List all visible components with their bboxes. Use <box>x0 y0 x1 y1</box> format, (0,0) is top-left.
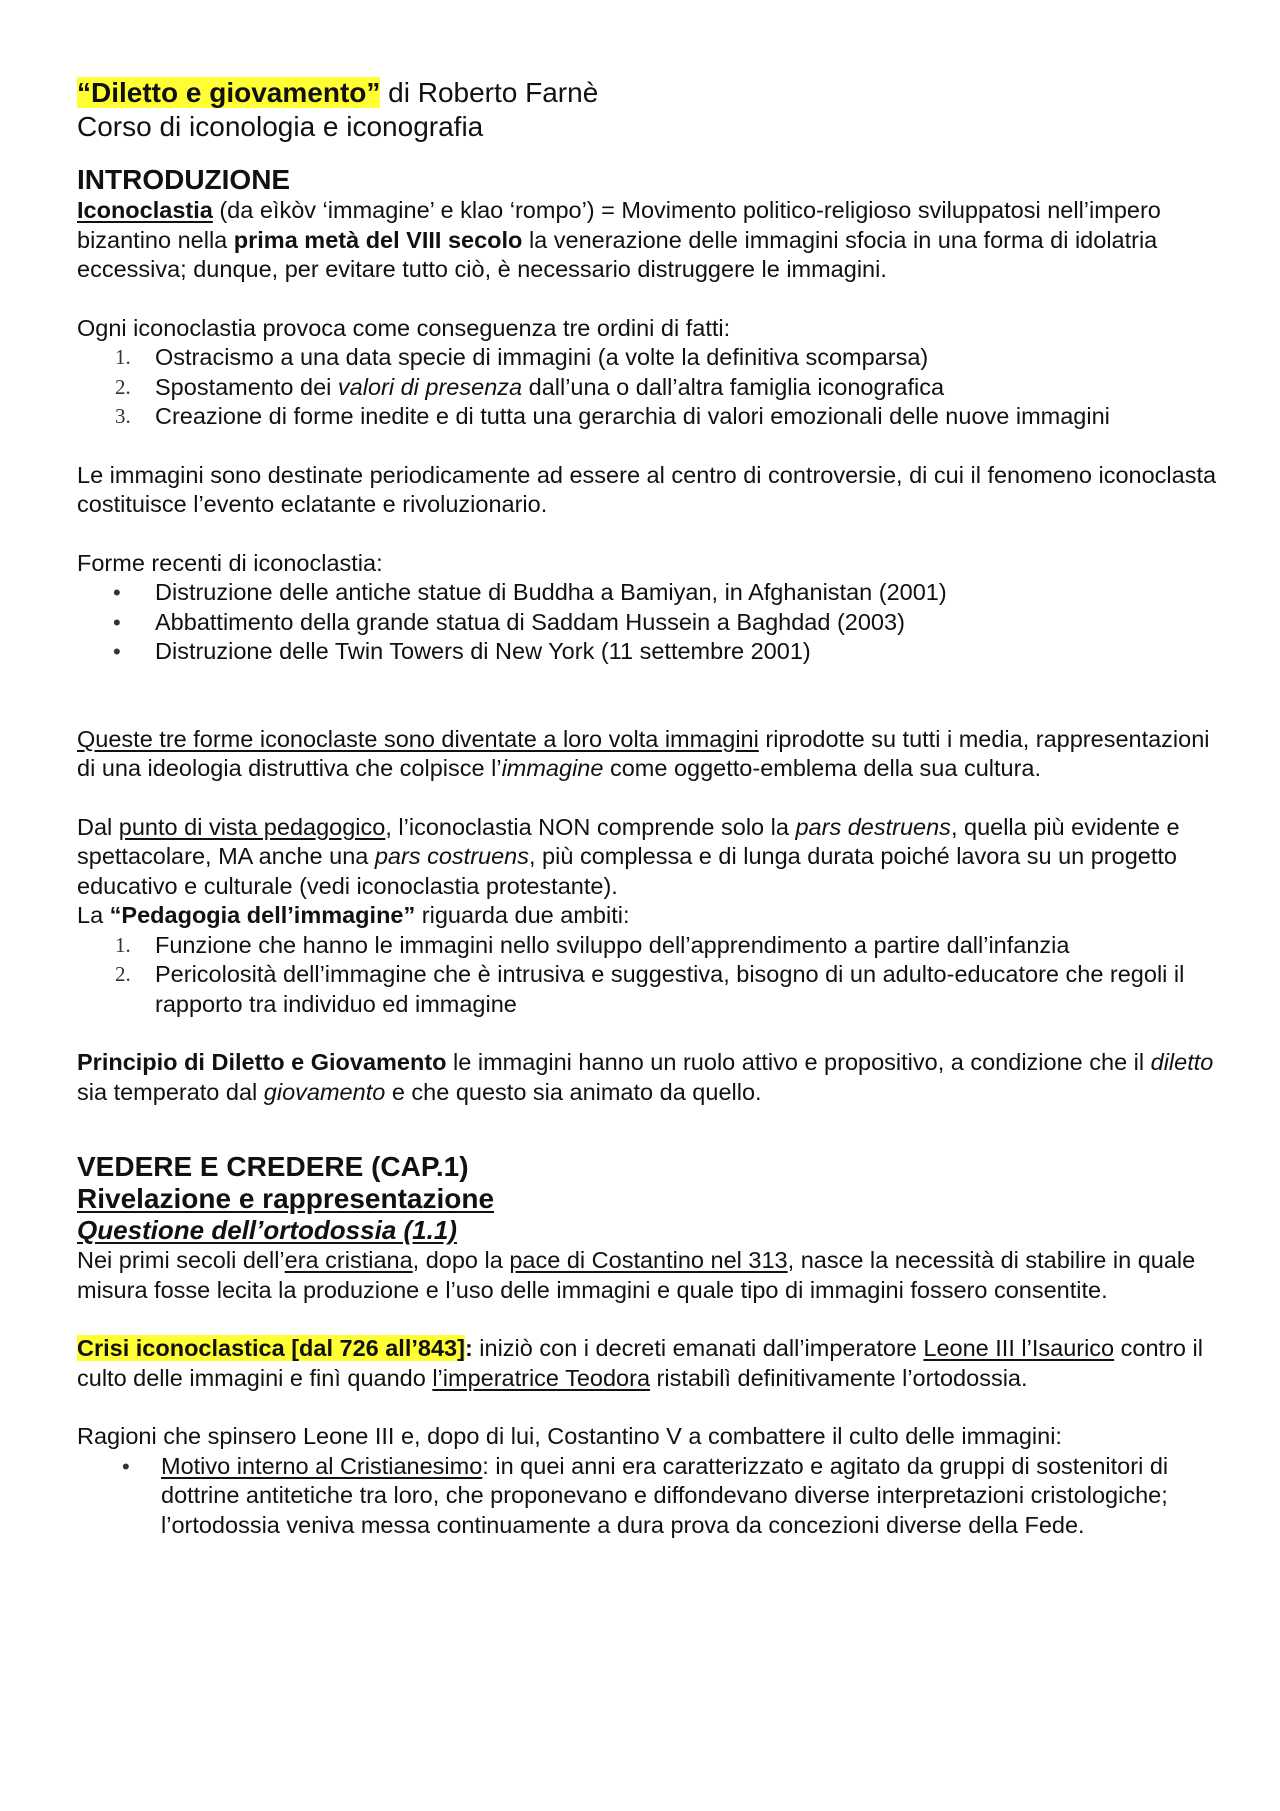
intro-paragraph-1: Iconoclastia (da eìkòv ‘immagine’ e klao ‘rompo’) = Movimento politico-religioso sviluppatosi nell’impero bizantino nella prima metà del VIII secolo la venerazione delle immagini sfocia in una forma di idolatria eccessiva; dunque, per evitare tutto ciò, è necessario distruggere le immagini. <box>77 197 1161 282</box>
chapter1-paragraph-3: Ragioni che spinsero Leone III e, dopo di lui, Costantino V a combattere il culto delle immagini: <box>77 1423 1062 1449</box>
chapter1-heading: VEDERE E CREDERE (CAP.1) <box>77 1151 469 1182</box>
chapter1-subheading: Rivelazione e rappresentazione <box>77 1183 495 1214</box>
title-author: di Roberto Farnè <box>380 77 599 108</box>
intro-paragraph-7: La “Pedagogia dell’immagine” riguarda due ambiti: <box>77 902 630 928</box>
consequences-list <box>77 343 1227 432</box>
list-item: 2. Spostamento dei valori di presenza dall’una o dall’altra famiglia iconografica <box>115 373 945 400</box>
list-item: • Motivo interno al Cristianesimo: in quei anni era caratterizzato e agitato da gruppi di sostenitori di dottrine antitetiche tra loro, che proponevano e diffondevano diverse interpretazioni cristologiche; l’ortodossia veniva messa continuamente a dura prova da concezioni diverse della Fede. <box>122 1452 1169 1538</box>
list-item: • Distruzione delle Twin Towers di New York (11 settembre 2001) <box>113 638 811 664</box>
document-subtitle: Corso di iconologia e iconografia <box>77 111 484 142</box>
intro-paragraph-3: Le immagini sono destinate periodicamente ad essere al centro di controversie, di cui il fenomeno iconoclasta costituisce l’evento eclatante e rivoluzionario. <box>77 461 1217 517</box>
document-title <box>77 76 1227 110</box>
section-heading: Questione dell’ortodossia (1.1) <box>77 1215 457 1245</box>
reasons-list <box>77 1452 1227 1541</box>
list-item: • Distruzione delle antiche statue di Buddha a Bamiyan, in Afghanistan (2001) <box>113 579 947 605</box>
list-item: 1. Ostracismo a una data specie di immagini (a volte la definitiva scomparsa) <box>115 344 929 370</box>
pedagogy-list <box>77 931 1227 1020</box>
recent-iconoclasm-list <box>77 578 1227 667</box>
intro-paragraph-5: Queste tre forme iconoclaste sono diventate a loro volta immagini riprodotte su tutti i media, rappresentazioni di una ideologia distruttiva che colpisce l’immagine come oggetto-emblema della sua cultura. <box>77 725 1210 781</box>
intro-paragraph-6: Dal punto di vista pedagogico, l’iconoclastia NON comprende solo la pars destruens, quella più evidente e spettacolare, MA anche una pars costruens, più complessa e di lunga durata poiché lavora su un progetto educativo e culturale (vedi iconoclastia protestante). <box>77 813 1180 899</box>
intro-paragraph-8: Principio di Diletto e Giovamento le immagini hanno un ruolo attivo e propositivo, a condizione che il diletto sia temperato dal giovamento e che questo sia animato da quello. <box>77 1049 1214 1105</box>
document-content <box>77 76 1227 1540</box>
list-item: • Abbattimento della grande statua di Saddam Hussein a Baghdad (2003) <box>113 608 905 635</box>
list-item: 3. Creazione di forme inedite e di tutta una gerarchia di valori emozionali delle nuove immagini <box>115 403 1110 429</box>
intro-paragraph-4: Forme recenti di iconoclastia: <box>77 549 383 576</box>
list-item: 2. Pericolosità dell’immagine che è intrusiva e suggestiva, bisogno di un adulto-educatore che regoli il rapporto tra individuo ed immagine <box>115 961 1185 1017</box>
title-highlight: “Diletto e giovamento” <box>77 77 381 108</box>
list-item: 1. Funzione che hanno le immagini nello sviluppo dell’apprendimento a partire dall’infanzia <box>115 931 1070 958</box>
chapter1-paragraph-1: Nei primi secoli dell’era cristiana, dopo la pace di Costantino nel 313, nasce la necessità di stabilire in quale misura fosse lecita la produzione e l’uso delle immagini e quale tipo di immagini fossero consentite. <box>77 1247 1196 1303</box>
intro-heading: INTRODUZIONE <box>77 164 291 195</box>
intro-paragraph-2: Ogni iconoclastia provoca come conseguenza tre ordini di fatti: <box>77 314 731 341</box>
chapter1-paragraph-2: Crisi iconoclastica [dal 726 all’843]: iniziò con i decreti emanati dall’imperatore Leone III l’Isaurico contro il culto delle immagini e finì quando l’imperatrice Teodora ristabilì definitivamente l’ortodossia. <box>77 1335 1203 1391</box>
